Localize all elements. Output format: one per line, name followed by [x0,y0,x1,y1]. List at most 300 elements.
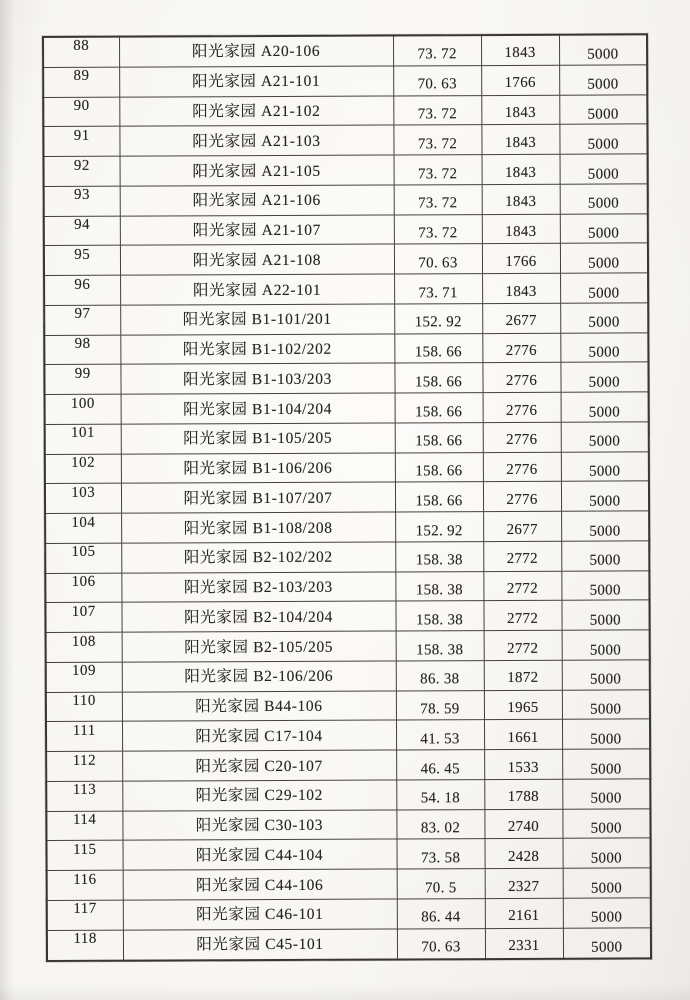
cell-row-number [45,394,121,424]
unit-name-text: 阳光家园 B1-101/201 [182,311,332,329]
unit-name-text: 阳光家园 C44-104 [195,846,324,865]
fee-text: 5000 [590,850,622,867]
cell-unit-name [120,215,394,246]
cell-fee [559,34,647,65]
amount-text: 2772 [507,640,539,657]
cell-area [397,839,485,869]
amount-text: 2428 [507,848,540,865]
cell-row-number [46,692,122,722]
amount-text: 2776 [506,432,538,449]
table-row [45,481,649,513]
fee-text: 5000 [590,701,622,718]
amount-text: 1843 [504,104,536,122]
paper-edge-shadow-bottom [0,984,690,1000]
unit-name-text: 阳光家园 B1-107/207 [183,489,333,508]
cell-area [396,690,484,720]
cell-unit-name [121,542,395,573]
row-number-text: 115 [73,841,97,858]
table-row [47,928,651,961]
row-number-text: 105 [71,544,96,561]
cell-fee [561,541,649,571]
cell-area [397,869,485,899]
cell-unit-name [119,96,393,127]
amount-text: 2776 [505,372,538,389]
cell-area [394,155,482,185]
cell-row-number [45,484,121,514]
unit-name-text: 阳光家园 B2-106/206 [184,668,334,686]
cell-area [394,363,482,393]
cell-area [393,65,481,95]
cell-amount [485,839,563,869]
cell-amount [483,541,561,571]
cell-row-number [44,186,120,216]
cell-fee [560,243,648,273]
row-number-text: 101 [70,425,96,442]
area-text: 152. 92 [414,314,462,331]
area-text: 158. 66 [414,373,463,391]
cell-amount [483,571,561,601]
fee-text: 5000 [591,939,623,956]
amount-text: 2772 [506,580,539,598]
area-text: 86. 44 [421,909,461,926]
table-row [45,422,649,454]
fee-text: 5000 [587,106,619,123]
table-row [45,600,649,632]
cell-fee [562,809,650,839]
cell-row-number [46,722,122,752]
amount-text: 1872 [507,670,539,687]
table-row [47,868,651,900]
cell-row-number [45,513,121,543]
row-number-text: 107 [71,603,96,620]
unit-name-text: 阳光家园 B1-104/204 [183,400,333,418]
area-text: 73. 72 [417,165,458,182]
cell-fee [559,65,647,95]
cell-area [395,393,483,423]
cell-amount [483,511,561,541]
cell-unit-name [120,363,394,394]
cell-fee [561,600,649,630]
unit-name-text: 阳光家园 B1-108/208 [183,519,333,537]
area-text: 70. 63 [421,939,461,956]
unit-name-text: 阳光家园 C30-103 [195,816,324,835]
fee-text: 5000 [589,493,621,510]
table-row [44,214,648,246]
cell-amount [482,214,560,244]
row-number-text: 97 [74,306,91,323]
cell-fee [560,362,648,392]
cell-fee [560,214,648,244]
cell-area [397,898,485,928]
area-text: 73. 58 [420,849,461,867]
cell-unit-name [119,35,393,67]
cell-row-number [47,930,123,961]
cell-area [395,541,483,571]
cell-unit-name [121,601,395,632]
unit-name-text: 阳光家园 A20-106 [191,43,321,61]
cell-fee [563,928,651,959]
cell-amount [483,482,561,512]
cell-amount [485,928,563,959]
fee-text: 5000 [587,225,620,242]
row-number-text: 118 [73,931,97,948]
cell-fee [562,690,650,720]
amount-text: 1533 [507,759,539,776]
fee-text: 5000 [590,761,622,778]
table-row [44,333,648,365]
cell-row-number [44,216,120,246]
row-number-text: 109 [71,663,97,680]
cell-area [395,422,483,452]
cell-fee [562,749,650,779]
fee-text: 5000 [588,404,621,421]
amount-text: 2776 [506,461,538,479]
amount-text: 1965 [507,699,539,717]
cell-unit-name [123,839,397,870]
cell-unit-name [123,899,397,930]
amount-text: 2331 [508,938,540,955]
amount-text: 2740 [507,818,540,836]
amount-text: 1843 [505,194,537,211]
cell-amount [482,244,560,274]
row-number-text: 106 [71,573,96,590]
amount-text: 1788 [507,789,539,806]
cell-row-number [43,127,119,157]
cell-row-number [45,603,121,633]
fee-text: 5000 [589,552,621,569]
cell-area [396,750,484,780]
cell-amount [484,660,562,690]
cell-unit-name [120,304,394,335]
cell-amount [483,392,561,422]
area-text: 73. 72 [417,135,458,153]
amount-text: 1843 [505,283,537,300]
amount-text: 2772 [506,610,539,627]
cell-unit-name [120,334,394,365]
cell-row-number [44,156,120,186]
fee-text: 5000 [589,463,621,480]
fee-text: 5000 [589,671,622,688]
area-text: 158. 66 [415,463,463,480]
amount-text: 2776 [505,402,538,419]
table-row [46,809,650,841]
cell-fee [560,154,648,184]
table-row [46,690,650,722]
cell-fee [563,838,651,868]
cell-area [394,244,482,274]
row-number-text: 108 [71,633,96,650]
area-text: 83. 02 [420,820,461,837]
cell-amount [482,363,560,393]
cell-amount [483,422,561,452]
amount-text: 1766 [505,253,537,270]
area-text: 70. 5 [424,879,457,896]
cell-fee [562,719,650,749]
area-text: 86. 38 [420,671,460,688]
cell-unit-name [121,453,395,484]
cell-row-number [46,781,122,811]
cell-amount [484,809,562,839]
cell-fee [561,511,649,541]
cell-fee [562,660,650,690]
cell-amount [484,630,562,660]
row-number-text: 102 [71,454,96,471]
cell-fee [562,630,650,660]
row-number-text: 95 [74,246,91,263]
cell-amount [482,154,560,184]
cell-unit-name [120,244,394,275]
cell-row-number [43,37,119,68]
area-text: 78. 59 [420,701,460,718]
cell-amount [481,125,559,155]
cell-area [393,35,481,66]
amount-text: 1766 [504,75,536,92]
cell-fee [560,333,648,363]
cell-row-number [44,305,120,335]
amount-text: 2776 [505,342,538,360]
cell-row-number [43,67,119,97]
table-row [46,719,650,751]
cell-area [396,779,484,809]
cell-amount [482,333,560,363]
table-row [44,243,648,275]
cell-amount [482,184,560,214]
unit-name-text: 阳光家园 C29-102 [195,787,324,805]
table-row [45,392,649,424]
fee-text: 5000 [587,136,619,153]
unit-name-text: 阳光家园 B1-105/205 [183,430,333,448]
table-row [45,452,649,484]
cell-unit-name [122,631,396,662]
amount-text: 1843 [504,164,537,181]
row-number-text: 94 [74,216,91,233]
area-text: 54. 18 [420,790,461,807]
area-text: 73. 72 [418,225,458,242]
area-text: 158. 66 [415,492,463,510]
cell-fee [561,571,649,601]
cell-area [393,125,481,155]
fee-text: 5000 [590,820,622,837]
row-number-text: 96 [74,276,91,293]
cell-row-number [45,543,121,573]
cell-unit-name [120,185,394,216]
cell-amount [482,303,560,333]
fee-text: 5000 [587,46,619,64]
cell-area [396,631,484,661]
row-number-text: 104 [71,514,96,531]
area-text: 158. 66 [415,403,463,420]
unit-name-text: 阳光家园 C44-106 [195,876,324,894]
unit-name-text: 阳光家园 B2-103/203 [183,578,333,597]
area-text: 158. 66 [414,344,462,361]
area-text: 46. 45 [420,760,460,777]
cell-unit-name [123,929,397,961]
cell-unit-name [122,720,396,751]
cell-row-number [47,841,123,871]
table-row [47,898,651,930]
area-text: 70. 63 [417,76,457,93]
cell-area [393,95,481,125]
unit-name-text: 阳光家园 C17-104 [195,727,323,746]
table-row [44,273,648,305]
area-text: 70. 63 [418,254,458,272]
cell-fee [563,868,651,898]
cell-fee [561,422,649,452]
fee-text: 5000 [590,880,623,897]
cell-row-number [44,275,120,305]
area-text: 73. 72 [418,195,458,212]
cell-area [396,720,484,750]
cell-row-number [46,811,122,841]
row-number-text: 117 [73,901,97,918]
area-text: 158. 38 [415,552,463,569]
cell-unit-name [122,661,396,692]
fee-text: 5000 [587,166,619,183]
cell-row-number [44,365,120,395]
cell-amount [483,452,561,482]
unit-name-text: 阳光家园 A21-102 [192,102,321,121]
area-text: 41. 53 [420,730,460,748]
cell-unit-name [123,869,397,900]
fee-text: 5000 [588,285,620,302]
fee-text: 5000 [588,344,620,361]
cell-fee [561,392,649,422]
cell-amount [483,601,561,631]
cell-row-number [44,335,120,365]
cell-area [397,928,485,959]
unit-name-text: 阳光家园 C45-101 [196,936,324,954]
fee-text: 5000 [588,433,621,450]
unit-name-text: 阳光家园 B1-103/203 [182,370,333,389]
table-row [44,184,648,216]
area-text: 158. 38 [415,582,464,599]
housing-units-table [42,33,652,962]
cell-area [394,184,482,214]
cell-unit-name [122,780,396,811]
table-row [46,630,650,662]
row-number-text: 114 [72,811,97,828]
cell-unit-name [119,66,393,97]
cell-unit-name [121,423,395,454]
cell-area [396,809,484,839]
amount-text: 2677 [506,521,538,538]
row-number-text: 88 [73,38,90,55]
cell-amount [482,273,560,303]
cell-amount [484,749,562,779]
area-text: 152. 92 [415,522,463,539]
cell-fee [563,898,651,928]
cell-fee [560,273,648,303]
cell-area [394,303,482,333]
cell-area [395,482,483,512]
table-row [44,303,648,335]
row-number-text: 113 [72,782,97,799]
table-container [42,33,650,962]
unit-name-text: 阳光家园 B2-105/205 [184,638,334,656]
table-row [45,571,649,603]
area-text: 73. 72 [417,106,458,123]
cell-amount [485,868,563,898]
fee-text: 5000 [587,76,619,93]
cell-fee [559,124,647,154]
row-number-text: 89 [73,68,90,85]
table-row [44,362,648,394]
cell-fee [560,184,648,214]
cell-area [395,512,483,542]
cell-unit-name [121,393,395,424]
row-number-text: 99 [74,365,91,382]
cell-unit-name [120,155,394,186]
unit-name-text: 阳光家园 B2-104/204 [184,608,334,627]
table-row [43,65,647,97]
amount-text: 1843 [504,45,536,62]
fee-text: 5000 [589,642,622,659]
table-row [46,660,650,692]
cell-area [395,601,483,631]
fee-text: 5000 [589,612,621,629]
cell-row-number [47,870,123,900]
cell-amount [481,35,559,66]
paper-edge-shadow-left [0,0,14,1000]
amount-text: 2161 [508,908,540,925]
unit-name-text: 阳光家园 C20-107 [195,757,323,775]
cell-row-number [45,573,121,603]
unit-name-text: 阳光家园 A21-101 [192,73,321,91]
cell-area [396,660,484,690]
cell-row-number [47,900,123,930]
cell-unit-name [122,750,396,781]
table-row [47,838,651,870]
row-number-text: 110 [72,692,96,709]
cell-area [394,214,482,244]
table-row [45,511,649,543]
table-row [46,749,650,781]
amount-text: 2776 [506,491,538,508]
cell-row-number [46,751,122,781]
unit-name-text: 阳光家园 B2-102/202 [183,549,333,567]
area-text: 158. 38 [415,611,464,629]
cell-fee [561,452,649,482]
unit-name-text: 阳光家园 A21-103 [192,132,321,151]
cell-fee [562,779,650,809]
table-row [45,541,649,573]
row-number-text: 103 [71,484,96,501]
cell-unit-name [121,512,395,543]
amount-text: 2772 [506,551,538,568]
amount-text: 1843 [505,223,537,241]
amount-text: 1661 [507,729,539,746]
cell-area [395,571,483,601]
area-text: 158. 66 [415,433,463,450]
unit-name-text: 阳光家园 B1-102/202 [182,340,332,359]
unit-name-text: 阳光家园 B1-106/206 [183,459,333,478]
fee-text: 5000 [590,909,623,926]
cell-amount [484,720,562,750]
cell-fee [560,303,648,333]
fee-text: 5000 [589,523,621,540]
fee-text: 5000 [588,314,620,331]
cell-amount [484,779,562,809]
cell-amount [484,690,562,720]
area-text: 73. 72 [417,46,457,63]
cell-row-number [46,662,122,692]
cell-unit-name [121,572,395,603]
area-text: 158. 38 [416,641,464,658]
row-number-text: 93 [73,187,90,204]
table-row [43,124,647,156]
unit-name-text: 阳光家园 A22-101 [192,281,322,299]
row-number-text: 111 [72,722,96,739]
